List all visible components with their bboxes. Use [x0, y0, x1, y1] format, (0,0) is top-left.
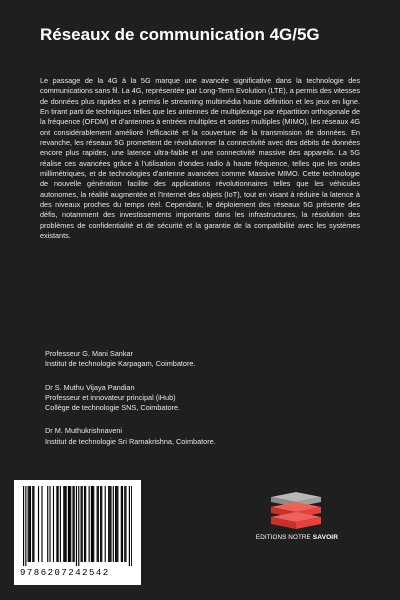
- barcode-bar: [82, 486, 83, 562]
- barcode-bar: [70, 486, 71, 562]
- barcode-bar: [113, 486, 114, 562]
- barcode-bar: [63, 486, 64, 562]
- barcode-bar: [32, 486, 33, 562]
- barcode-bar: [56, 486, 57, 562]
- publisher-logo: [247, 491, 347, 551]
- book-description: Le passage de la 4G à la 5G marque une avancée significative dans la technologie des communications sans fil. La 4G, représentée par Long-Term Evolution (LTE), a permis des vitesses de données plus rapides et a permis le streaming multimédia haute définition et les jeux en ligne. En tirant parti de techniques telles que les antennes de multiplexage par répartition orthogonale de la fréquence (OFDM) et d'antennes à entrées multiples et sorties multiples (MIMO), les réseaux 4G ont considérablement amélioré l'efficacité et la couverture de la transmission de données. En revanche, les réseaux 5G promettent de révolutionner la connectivité avec des débits de données encore plus rapides, une latence ultra-faible et une connectivité massive des appareils. La 5G réalise ces avancées grâce à l'utilisation d'ondes radio à haute fréquence, telles que les ondes millimétriques, et de technologies d'antenne avancées comme Massive MIMO. Cette technologie de nouvelle génération facilite des applications révolutionnaires telles que les véhicules autonomes, la réalité augmentée et l'Internet des objets (IoT), tout en visant à réduire la latence à des niveaux proches du temps réel. Cependant, le déploiement des réseaux 5G présente des défis, notamment des investissements importants dans les infrastructures, la résolution des problèmes de confidentialité et de sécurité et la garantie de la compatibilité avec les systèmes existants.: [40, 76, 360, 241]
- barcode-bar: [84, 486, 85, 562]
- barcode-bar: [78, 486, 79, 566]
- publisher-name: [247, 534, 347, 541]
- barcode-bar: [68, 486, 69, 562]
- isbn-number: 9786207242542: [20, 568, 110, 578]
- barcode-bar: [69, 486, 70, 562]
- author-name: Professeur G. Mani Sankar: [45, 349, 134, 358]
- barcode-bar: [129, 486, 130, 566]
- barcode-bar: [109, 486, 110, 562]
- barcode-bar: [28, 486, 29, 562]
- author-name: Dr M. Muthukrishnaveni: [45, 426, 123, 436]
- barcode-bar: [98, 486, 99, 562]
- barcode-bar: [30, 486, 31, 562]
- stacked-books-logo-icon: [263, 491, 329, 531]
- barcode-bar: [66, 486, 67, 562]
- author-list: [45, 349, 365, 460]
- book-title: Réseaux de communication 4G/5G: [40, 25, 320, 44]
- publisher-prefix: EDITIONS NOTRE: [255, 534, 311, 541]
- author-role: Professeur et innovateur principal (iHub): [45, 392, 176, 402]
- isbn-barcode: [14, 480, 141, 585]
- barcode-bar: [131, 486, 132, 566]
- barcode-bar: [29, 486, 30, 562]
- barcode-bars: [23, 486, 132, 566]
- barcode-bar: [115, 486, 116, 562]
- author-affiliation: Institut de technologie Karpagam, Coimbatore.: [45, 359, 196, 369]
- barcode-bar: [60, 486, 61, 562]
- barcode-bar: [110, 486, 111, 562]
- barcode-bar: [89, 486, 90, 562]
- barcode-bar: [49, 486, 50, 562]
- barcode-bar: [38, 486, 39, 562]
- barcode-bar: [91, 486, 92, 562]
- barcode-bar: [116, 486, 117, 562]
- barcode-bar: [33, 486, 34, 562]
- barcode-bar: [76, 486, 77, 566]
- author-name: Dr S. Muthu Vijaya Pandian: [45, 382, 135, 392]
- author-affiliation: Collège de technologie SNS, Coimbatore.: [45, 403, 181, 413]
- barcode-bar: [64, 486, 65, 562]
- author-entry: [45, 426, 365, 447]
- barcode-bar: [41, 486, 42, 562]
- barcode-bar: [81, 486, 82, 562]
- barcode-bar: [25, 486, 26, 566]
- barcode-bar: [23, 486, 24, 566]
- barcode-bar: [58, 486, 59, 562]
- barcode-bar: [93, 486, 94, 562]
- barcode-bar: [74, 486, 75, 562]
- barcode-bar: [97, 486, 98, 562]
- author-affiliation: Institut de technologie Sri Ramakrishna, Coimbatore.: [45, 436, 216, 446]
- barcode-bar: [101, 486, 102, 562]
- publisher-emphasis: SAVOIR: [312, 534, 339, 541]
- barcode-bar: [105, 486, 106, 562]
- barcode-bar: [117, 486, 118, 562]
- barcode-bar: [72, 486, 73, 562]
- author-entry: [45, 383, 365, 414]
- barcode-bar: [121, 486, 122, 562]
- barcode-bar: [85, 486, 86, 562]
- author-entry: [45, 349, 365, 370]
- barcode-bar: [100, 486, 101, 562]
- barcode-bar: [125, 486, 126, 562]
- barcode-bar: [122, 486, 123, 562]
- barcode-bar: [108, 486, 109, 562]
- barcode-bar: [92, 486, 93, 562]
- barcode-bar: [47, 486, 48, 562]
- barcode-bar: [124, 486, 125, 562]
- barcode-bar: [53, 486, 54, 562]
